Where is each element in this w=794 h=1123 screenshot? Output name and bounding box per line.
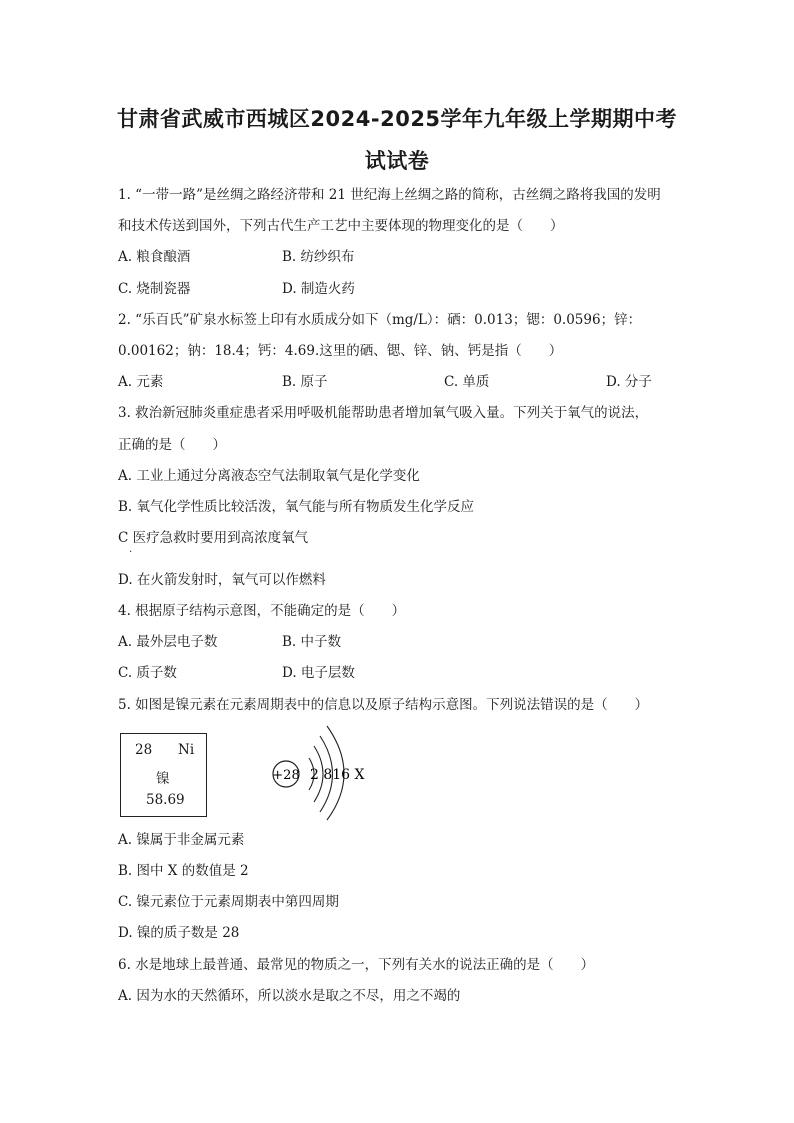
periodic-table-cell — [120, 733, 207, 817]
question-5-option-a: A. 镍属于非金属元素 — [118, 832, 245, 848]
exam-title-line2: 试试卷 — [364, 149, 430, 173]
question-2-option-d: D. 分子 — [606, 374, 652, 390]
question-4-option-b: B. 中子数 — [282, 634, 342, 650]
question-5-line1: 5. 如图是镍元素在元素周期表中的信息以及原子结构示意图。下列说法错误的是（ ） — [118, 697, 649, 713]
question-3-line2: 正确的是（ ） — [118, 437, 226, 453]
question-6-option-a: A. 因为水的天然循环，所以淡水是取之不尽，用之不竭的 — [118, 988, 461, 1004]
question-3-option-c-dot: . — [129, 544, 133, 555]
question-1-line2: 和技术传送到国外，下列古代生产工艺中主要体现的物理变化的是（ ） — [118, 218, 564, 234]
question-3-option-c: C 医疗急救时要用到高浓度氧气 — [118, 530, 309, 546]
question-3-option-d: D. 在火箭发射时，氧气可以作燃料 — [118, 572, 326, 588]
question-4-option-a: A. 最外层电子数 — [118, 634, 218, 650]
question-3-line1: 3. 救治新冠肺炎重症患者采用呼吸机能帮助患者增加氧气吸入量。下列关于氧气的说法， — [118, 405, 649, 421]
question-2-line2: 0.00162；钠：18.4；钙：4.69.这里的硒、锶、锌、钠、钙是指（ ） — [118, 343, 563, 359]
question-6-line1: 6. 水是地球上最普通、最常见的物质之一，下列有关水的说法正确的是（ ） — [118, 957, 595, 973]
question-2-option-a: A. 元素 — [118, 374, 164, 390]
question-5-option-c: C. 镍元素位于元素周期表中第四周期 — [118, 894, 339, 910]
question-1-option-c: C. 烧制瓷器 — [118, 281, 191, 297]
element-symbol: Ni — [178, 742, 195, 758]
question-5-option-b: B. 图中 X 的数值是 2 — [118, 863, 249, 879]
question-2-line1: 2. “乐百氏”矿泉水标签上印有水质成分如下（mg/L）：硒：0.013；锶：0.0596；锌： — [118, 312, 642, 328]
question-3-option-a: A. 工业上通过分离液态空气法制取氧气是化学变化 — [118, 468, 420, 484]
question-4-option-d: D. 电子层数 — [282, 665, 355, 681]
exam-title-line1: 甘肃省武威市西城区2024-2025学年九年级上学期期中考 — [116, 107, 678, 131]
question-1-option-d: D. 制造火药 — [282, 281, 355, 297]
atomic-number: 28 — [135, 742, 153, 758]
question-3-option-b: B. 氧气化学性质比较活泼，氧气能与所有物质发生化学反应 — [118, 499, 475, 515]
element-name: 镍 — [156, 771, 170, 787]
question-5-option-d: D. 镍的质子数是 28 — [118, 925, 240, 941]
question-4-line1: 4. 根据原子结构示意图，不能确定的是（ ） — [118, 603, 406, 619]
question-1-option-b: B. 纺纱织布 — [282, 249, 355, 265]
question-2-option-b: B. 原子 — [282, 374, 328, 390]
question-2-option-c: C. 单质 — [444, 374, 490, 390]
nucleus-charge: +28 — [272, 768, 300, 783]
question-1-line1: 1. “一带一路”是丝绸之路经济带和 21 世纪海上丝绸之路的简称，古丝绸之路将我国的发明 — [118, 187, 661, 203]
atomic-mass: 58.69 — [146, 792, 185, 808]
atom-structure-diagram — [265, 722, 375, 822]
electron-counts: 2 816 X — [310, 767, 365, 783]
question-1-option-a: A. 粮食酿酒 — [118, 249, 191, 265]
question-4-option-c: C. 质子数 — [118, 665, 177, 681]
